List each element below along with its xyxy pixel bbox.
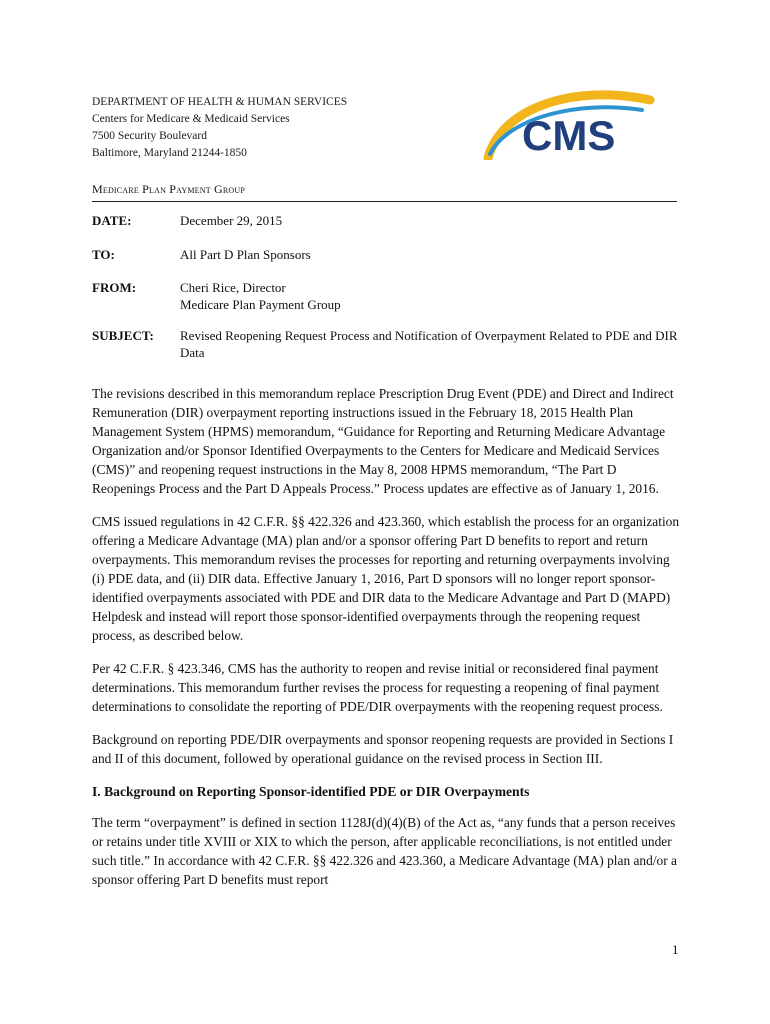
memo-body — [92, 384, 680, 903]
from-group: Medicare Plan Payment Group — [180, 297, 341, 312]
subject-value: Revised Reopening Request Process and Notification of Overpayment Related to PDE and DIR Data — [180, 328, 678, 360]
subject-label: SUBJECT: — [92, 328, 154, 343]
section-heading: I. Background on Reporting Sponsor-identified PDE or DIR Overpayments — [92, 784, 530, 799]
from-value — [180, 279, 680, 313]
group-title-text: Medicare Plan Payment Group — [92, 182, 246, 196]
page-number: 1 — [672, 942, 679, 957]
from-label: FROM: — [92, 280, 137, 295]
group-title — [92, 182, 677, 202]
to-value: All Part D Plan Sponsors — [180, 247, 311, 262]
body-paragraph: The term “overpayment” is defined in section 1128J(d)(4)(B) of the Act as, “any funds that a person receives or retains under title XVIII or XIX to which the person, after applicable reconciliations, is not entitled under such title.” In accordance with 42 C.F.R. §§ 422.326 and 423.360, a Medicare Advantage (MA) plan and/or a sponsor offering Part D benefits must report — [92, 815, 677, 887]
date-value: December 29, 2015 — [180, 213, 283, 228]
address-line: Baltimore, Maryland 21244-1850 — [92, 147, 247, 159]
from-name: Cheri Rice, Director — [180, 280, 286, 295]
body-paragraph: Per 42 C.F.R. § 423.346, CMS has the authority to reopen and revise initial or reconsidered final payment determinations. This memorandum further revises the process for requesting a reopening of final payment determinations to consolidate the reporting of PDE/DIR overpayments with the reopening request process. — [92, 661, 663, 714]
cms-logo — [482, 88, 666, 160]
logo-text: CMS — [522, 112, 616, 159]
address-line: 7500 Security Boulevard — [92, 130, 207, 142]
address-line: Centers for Medicare & Medicaid Services — [92, 113, 290, 125]
body-paragraph: CMS issued regulations in 42 C.F.R. §§ 422.326 and 423.360, which establish the process for an organization offering a Medicare Advantage (MA) plan and/or a sponsor offering Part D benefits to report and return overpayments. This memorandum revises the processes for reporting and returning overpayments involving (i) PDE data, and (ii) DIR data. Effective January 1, 2016, Part D sponsors will no longer report sponsor-identified overpayments associated with PDE and DIR data to the Medicare Advantage and Part D (MAPD) Helpdesk and instead will report those sponsor-identified overpayments through the reopening request process, as described below. — [92, 514, 680, 643]
address-line: DEPARTMENT OF HEALTH & HUMAN SERVICES — [92, 96, 348, 108]
agency-address-block — [92, 94, 347, 162]
date-label: DATE: — [92, 213, 132, 228]
body-paragraph: The revisions described in this memorandum replace Prescription Drug Event (PDE) and Direct and Indirect Remuneration (DIR) overpayment reporting instructions issued in the February 18, 2015 Health Plan Management System (HPMS) memorandum, “Guidance for Reporting and Returning Medicare Advantage Organization and/or Sponsor Identified Overpayments to the Centers for Medicare and Medicaid Services (CMS)” and reopening request instructions in the May 8, 2008 HPMS memorandum, “The Part D Reopenings Process and the Part D Appeals Process.” Process updates are effective as of January 1, 2016. — [92, 386, 674, 496]
body-paragraph: Background on reporting PDE/DIR overpayments and sponsor reopening requests are provided in Sections I and II of this document, followed by operational guidance on the revised process in Section III. — [92, 732, 674, 766]
to-label: TO: — [92, 247, 115, 262]
